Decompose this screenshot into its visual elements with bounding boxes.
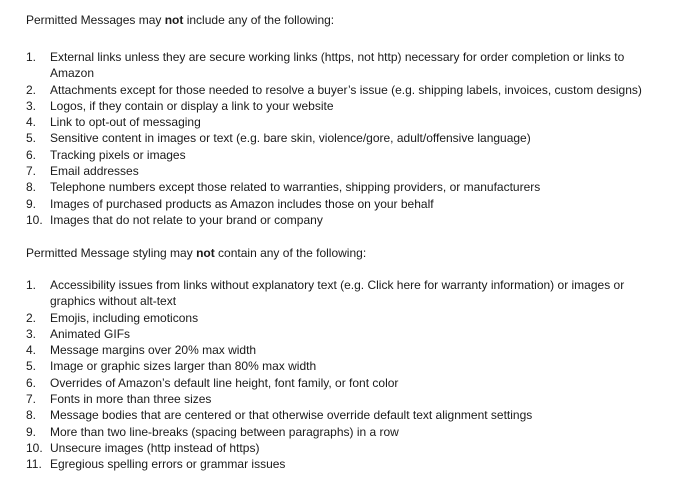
list-item-number: 4.	[26, 115, 37, 130]
list-item	[0, 440, 683, 456]
list-item-text: Logos, if they contain or display a link to your website	[50, 98, 334, 113]
list-item-number: 9.	[26, 424, 37, 439]
list-item	[0, 49, 683, 82]
list-item-number: 6.	[26, 375, 37, 390]
prohibited-content-list	[0, 49, 683, 228]
list-item	[0, 114, 683, 130]
list-item	[0, 179, 683, 195]
list-item-text: Unsecure images (http instead of https)	[50, 440, 260, 455]
section2-intro	[26, 245, 366, 261]
list-item-text: Animated GIFs	[50, 326, 131, 341]
list-item-text: Attachments except for those needed to resolve a buyer’s issue (e.g. shipping labels, invoices, custom designs)	[50, 82, 642, 97]
list-item	[0, 424, 683, 440]
section1-intro-after: include any of the following:	[183, 13, 335, 27]
list-item-text: Images that do not relate to your brand or company	[50, 212, 323, 227]
list-item	[0, 196, 683, 212]
list-item-number: 3.	[26, 326, 37, 341]
list-item-text: Accessibility issues from links without explanatory text (e.g. Click here for warranty information) or images or graphics without alt-text	[50, 278, 625, 309]
list-item	[0, 375, 683, 391]
list-item	[0, 310, 683, 326]
list-item-number: 8.	[26, 180, 37, 195]
list-item	[0, 147, 683, 163]
list-item-number: 2.	[26, 310, 37, 325]
list-item-number: 1.	[26, 278, 37, 292]
list-item	[0, 456, 683, 472]
list-item-number: 11.	[26, 457, 42, 472]
list-item-text: Email addresses	[50, 164, 139, 179]
list-item-text: Sensitive content in images or text (e.g. bare skin, violence/gore, adult/offensive language)	[50, 131, 531, 146]
prohibited-styling-list	[0, 277, 683, 473]
list-item-text: Overrides of Amazon’s default line height, font family, or font color	[50, 375, 399, 390]
list-item-text: Message bodies that are centered or that otherwise override default text alignment settings	[50, 408, 533, 423]
section1-intro	[26, 12, 334, 28]
list-item-text: Message margins over 20% max width	[50, 343, 257, 358]
section1-intro-before: Permitted Messages may	[26, 13, 165, 27]
section2-intro-bold: not	[196, 246, 215, 260]
list-item	[0, 407, 683, 423]
list-item-text: More than two line-breaks (spacing between paragraphs) in a row	[50, 424, 399, 439]
list-item	[0, 277, 683, 310]
list-item-text: Image or graphic sizes larger than 80% max width	[50, 359, 317, 374]
list-item	[0, 98, 683, 114]
list-item-text: Images of purchased products as Amazon includes those on your behalf	[50, 196, 434, 211]
list-item	[0, 212, 683, 228]
list-item-number: 6.	[26, 147, 37, 162]
list-item-number: 10.	[26, 440, 43, 455]
list-item-text: Fonts in more than three sizes	[50, 392, 212, 407]
list-item-text: Telephone numbers except those related to warranties, shipping providers, or manufacturers	[50, 180, 541, 195]
list-item	[0, 82, 683, 98]
list-item-number: 8.	[26, 408, 37, 423]
list-item	[0, 342, 683, 358]
list-item-text: Link to opt-out of messaging	[50, 115, 201, 130]
list-item-text: External links unless they are secure working links (https, not http) necessary for order completion or links to Amazon	[50, 50, 625, 81]
list-item-number: 4.	[26, 343, 37, 358]
section2-intro-after: contain any of the following:	[214, 246, 367, 260]
list-item-number: 3.	[26, 98, 37, 113]
list-item-number: 7.	[26, 392, 37, 407]
list-item-number: 9.	[26, 196, 37, 211]
section1-intro-bold: not	[164, 13, 184, 27]
list-item	[0, 130, 683, 146]
list-item-text: Emojis, including emoticons	[50, 310, 199, 325]
list-item-text: Tracking pixels or images	[50, 147, 186, 162]
list-item-number: 2.	[26, 82, 37, 97]
list-item	[0, 326, 683, 342]
list-item-number: 7.	[26, 164, 37, 179]
list-item	[0, 358, 683, 374]
section2-intro-before: Permitted Message styling may	[26, 246, 197, 260]
list-item-number: 1.	[26, 50, 37, 64]
list-item-text: Egregious spelling errors or grammar issues	[50, 457, 286, 472]
list-item	[0, 163, 683, 179]
list-item-number: 5.	[26, 131, 37, 146]
list-item-number: 5.	[26, 359, 37, 374]
list-item	[0, 391, 683, 407]
list-item-number: 10.	[26, 212, 43, 227]
